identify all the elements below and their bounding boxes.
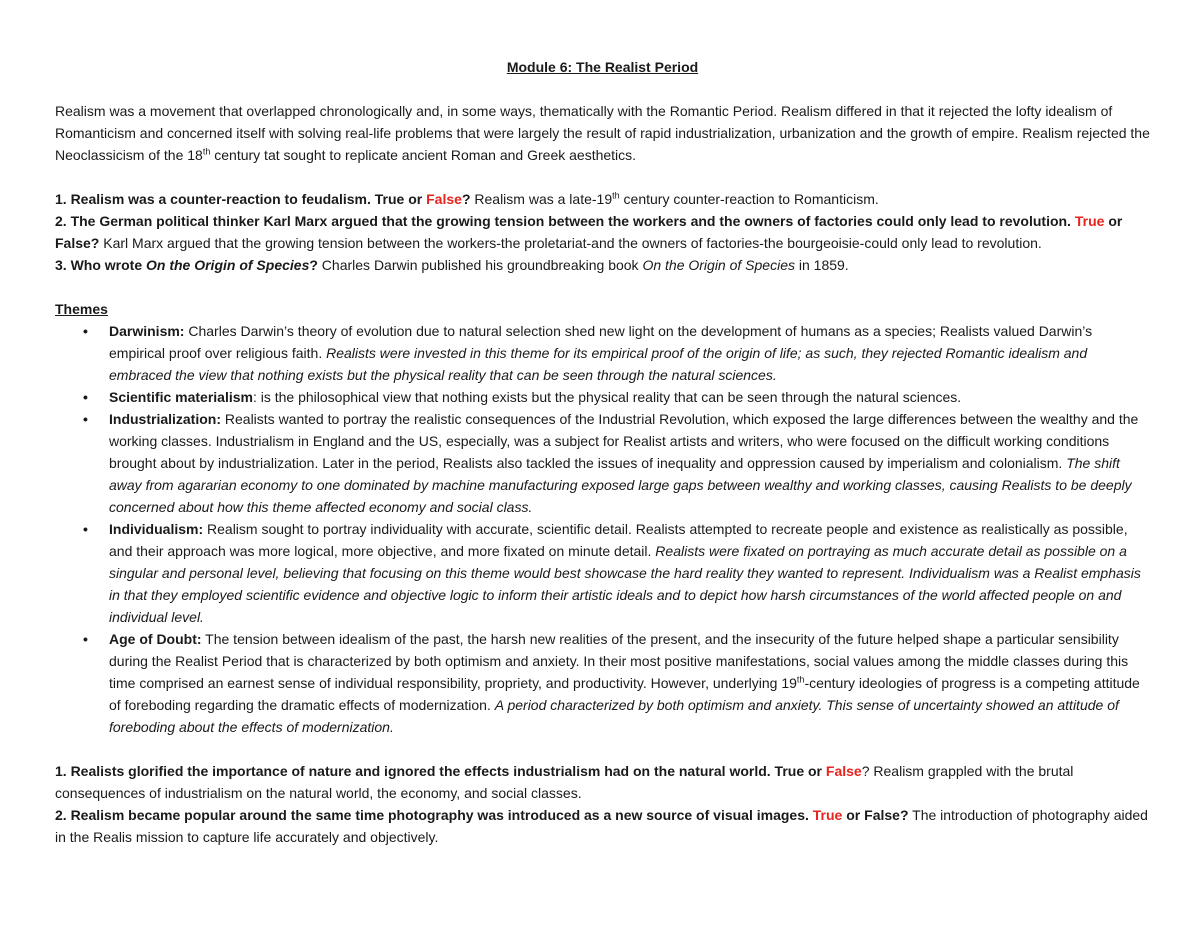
q2-true-answer: True: [1074, 213, 1105, 229]
q1-qmark: ?: [461, 191, 471, 207]
q5-true-answer: True: [812, 807, 843, 823]
theme-item-industrialization: [55, 408, 1150, 518]
theme-superscript: th: [796, 674, 805, 685]
quiz1-question-2: [55, 210, 1150, 254]
theme-italic: Realists were invested in this theme for its empirical proof of the origin of life; as such, they rejected Romantic idealism and embraced the view that nothing exists but the physical reality that can be seen through the natural sciences.: [109, 345, 1088, 383]
q3-answer: Charles Darwin published his groundbreaking book: [317, 257, 643, 273]
theme-italic: A period characterized by both optimism and anxiety. This sense of uncertainty showed an attitude of foreboding about the effects of modernization.: [109, 697, 1119, 735]
q3-answer-end: in 1859.: [794, 257, 849, 273]
q3-book-title: On the Origin of Species: [146, 257, 310, 273]
q1-false-answer: False: [426, 191, 462, 207]
theme-item-individualism: [55, 518, 1150, 628]
q4-false-answer: False: [825, 763, 862, 779]
q4-question: 1. Realists glorified the importance of nature and ignored the effects industrialism had on the natural world. True or: [55, 763, 823, 779]
theme-term: Individualism:: [109, 521, 204, 537]
bullet-icon: •: [83, 631, 88, 647]
q1-answer-sup: th: [612, 190, 620, 201]
themes-list: [55, 320, 1150, 738]
q3-answer-book: On the Origin of Species: [642, 257, 795, 273]
theme-italic: The shift away from agararian economy to one dominated by machine manufacturing exposed large gaps between wealthy and working classes, causing Realists to be deeply concerned about how this theme affected economy and social class.: [109, 455, 1132, 515]
intro-superscript: th: [202, 146, 211, 157]
theme-item-scientific-materialism: [55, 386, 1150, 408]
intro-text: Realism was a movement that overlapped chronologically and, in some ways, thematically with the Romantic Period. Realism differed in that it rejected the lofty idealism of Romanticism and concerned itself with solving real-life problems that were largely the result of rapid industrialization, urbanization and the growth of empire. Realism rejected the Neoclassicism of the 18: [55, 103, 1150, 163]
theme-term: Industrialization:: [109, 411, 221, 427]
q5-question: 2. Realism became popular around the same time photography was introduced as a new source of visual images.: [55, 807, 809, 823]
q3-question: 3. Who wrote: [55, 257, 146, 273]
q2-question: 2. The German political thinker Karl Marx argued that the growing tension between the workers and the owners of factories could only lead to revolution.: [55, 213, 1071, 229]
q1-question: 1. Realism was a counter-reaction to feudalism.: [55, 191, 371, 207]
theme-term: Darwinism:: [109, 323, 185, 339]
theme-term: Age of Doubt:: [109, 631, 202, 647]
intro-paragraph: [55, 100, 1150, 166]
q5-rest: or False?: [842, 807, 909, 823]
q1-answer-end: century counter-reaction to Romanticism.: [619, 191, 879, 207]
quiz2-question-2: [55, 804, 1150, 848]
bullet-icon: •: [83, 411, 88, 427]
theme-item-age-of-doubt: [55, 628, 1150, 738]
theme-italic: Realists were fixated on portraying as much accurate detail as possible on a singular and personal level, believing that focusing on this theme would best showcase the hard reality they wanted to represent. Individualism was a Realist emphasis in that they employed scientific evidence and objective logic to inform their artistic ideals and to depict how harsh circumstances of the world affected people on and individual level.: [109, 543, 1141, 625]
theme-text-end: -century ideologies of progress is a competing attitude of foreboding regarding the dramatic effects of modernization.: [109, 675, 1140, 713]
page-title: Module 6: The Realist Period: [506, 59, 699, 75]
themes-heading: Themes: [55, 301, 108, 317]
theme-text: Realism sought to portray individuality with accurate, scientific detail. Realists attempted to recreate people and existence as realistically as possible, and their approach was more logical, more objective, and more fixated on minute detail.: [109, 521, 1128, 559]
bullet-icon: •: [83, 521, 88, 537]
document-page: [55, 56, 1150, 848]
q2-or: or: [1108, 213, 1123, 229]
bullet-icon: •: [83, 323, 88, 339]
intro-text-end: century tat sought to replicate ancient Roman and Greek aesthetics.: [210, 147, 637, 163]
theme-term: Scientific materialism: [109, 389, 253, 405]
q1-or: or: [408, 191, 423, 207]
q3-qmark: ?: [309, 257, 318, 273]
q4-answer: ? Realism grappled with the brutal consequences of industrialism on the natural world, the economy, and social classes.: [55, 763, 1074, 801]
q1-true-label: True: [374, 191, 405, 207]
q2-answer: Karl Marx argued that the growing tension between the workers-the proletariat-and the owners of factories-the bourgeoisie-could only lead to revolution.: [99, 235, 1042, 251]
theme-text: Realists wanted to portray the realistic consequences of the Industrial Revolution, which exposed the large differences between the wealthy and the working classes. Industrialism in England and the US, especially, was a subject for Realist artists and writers, who were focused on the difficult working conditions brought about by industrialization. Later in the period, Realists also tackled the issues of inequality and oppression caused by imperialism and colonialism.: [109, 411, 1139, 471]
q5-answer: The introduction of photography aided in the Realis mission to capture life accurately and objectively.: [55, 807, 1148, 845]
theme-text: : is the philosophical view that nothing exists but the physical reality that can be seen through the natural sciences.: [252, 389, 962, 405]
q2-false-label: False?: [55, 235, 100, 251]
quiz2-question-1: [55, 760, 1150, 804]
q1-answer: Realism was a late-19: [470, 191, 613, 207]
theme-item-darwinism: [55, 320, 1150, 386]
quiz1-question-1: [55, 188, 1150, 210]
theme-text: Charles Darwin’s theory of evolution due to natural selection shed new light on the development of humans as a species; Realists valued Darwin’s empirical proof over religious faith.: [109, 323, 1093, 361]
bullet-icon: •: [83, 389, 88, 405]
theme-text: The tension between idealism of the past, the harsh new realities of the present, and the insecurity of the future helped shape a particular sensibility during the Realist Period that is characterized by both optimism and anxiety. In their most positive manifestations, social values among the middle classes during this time comprised an earnest sense of individual responsibility, propriety, and productivity. However, underlying 19: [109, 631, 1129, 691]
quiz1-question-3: [55, 254, 1150, 276]
